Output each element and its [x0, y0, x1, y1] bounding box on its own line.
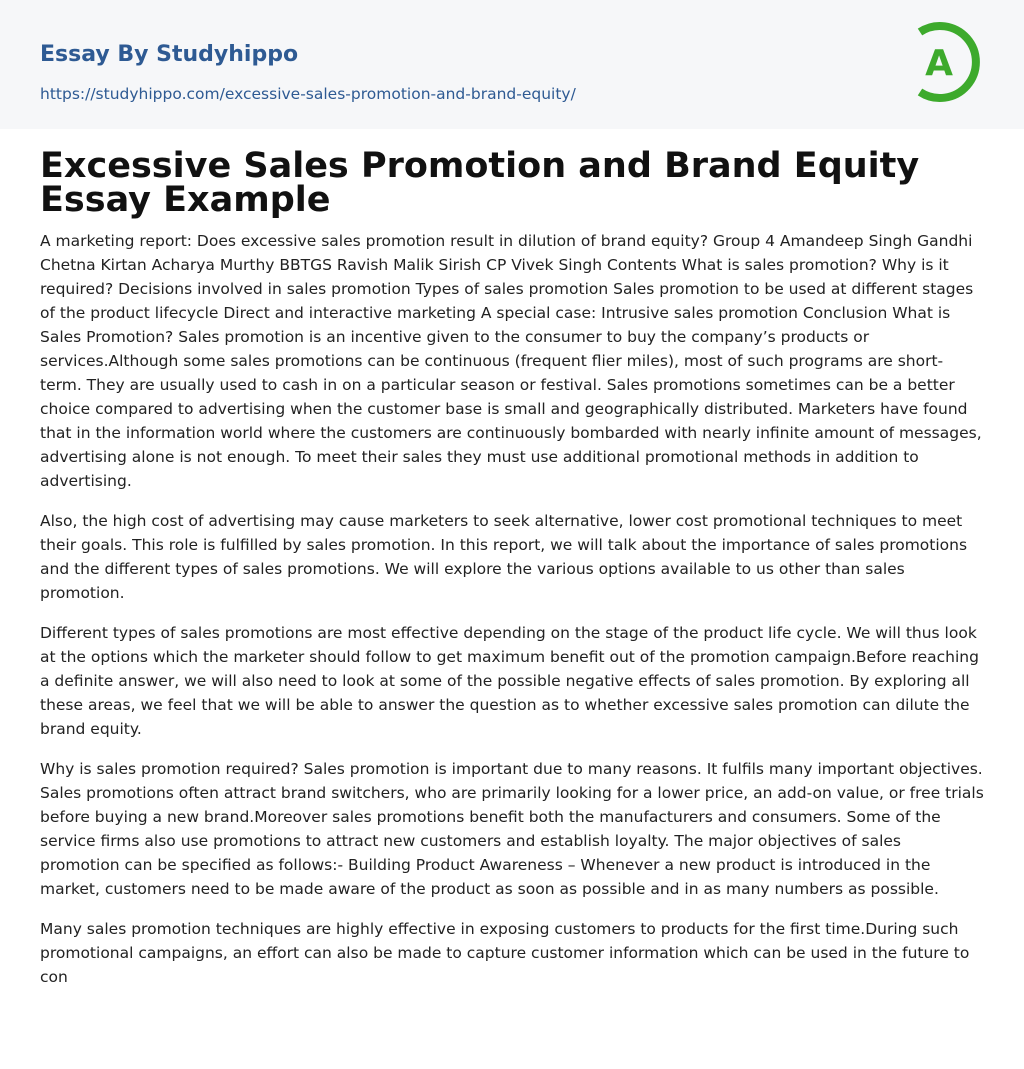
logo-letter: A — [925, 43, 953, 84]
article-paragraph: A marketing report: Does excessive sales promotion result in dilution of brand equity? Group 4 Amandeep Singh Gandhi Chetna Kirtan Acharya Murthy BBTGS Ravish Malik Sirish CP Vivek Singh Contents What is sales promotion? Why is it required? Decisions involved in sales promotion Types of sales promotion Sales promotion to be used at different stages of the product lifecycle Direct and interactive marketing A special case: Intrusive sales promotion Conclusion What is Sales Promotion? Sales promotion is an incentive given to the consumer to buy the company’s products or services.Although some sales promotions can be continuous (frequent flier miles), most of such programs are short-term. They are usually used to cash in on a particular season or festival. Sales promotions sometimes can be a better choice compared to advertising when the customer base is small and geographically distributed. Marketers have found that in the information world where the customers are continuously bombarded with nearly infinite amount of messages, advertising alone is not enough. To meet their sales they must use additional promotional methods in addition to advertising. — [40, 232, 982, 490]
page-title: Excessive Sales Promotion and Brand Equity Essay Example — [40, 146, 920, 220]
article-paragraph: Why is sales promotion required? Sales promotion is important due to many reasons. It fulfils many important objectives. Sales promotions often attract brand switchers, who are primarily looking for a lower price, an add-on value, or free trials before buying a new brand.Moreover sales promotions benefit both the manufacturers and consumers. Some of the service firms also use promotions to attract new customers and establish loyalty. The major objectives of sales promotion can be specified as follows:- Building Product Awareness – Whenever a new product is introduced in the market, customers need to be made aware of the product as soon as possible and in as many numbers as possible. — [40, 760, 984, 898]
site-header — [0, 0, 1024, 129]
article-paragraph: Many sales promotion techniques are highly effective in exposing customers to products for the first time.During such promotional campaigns, an effort can also be made to capture customer information which can be used in the future to con — [40, 920, 970, 986]
article-url-link[interactable]: https://studyhippo.com/excessive-sales-promotion-and-brand-equity/ — [40, 85, 576, 103]
article-paragraph: Also, the high cost of advertising may cause marketers to seek alternative, lower cost promotional techniques to meet their goals. This role is fulfilled by sales promotion. In this report, we will talk about the importance of sales promotions and the different types of sales promotions. We will explore the various options available to us other than sales promotion. — [40, 512, 968, 602]
studyhippo-logo-icon[interactable] — [911, 18, 987, 106]
article-content — [0, 129, 1024, 989]
article-paragraph: Different types of sales promotions are most effective depending on the stage of the product life cycle. We will thus look at the options which the marketer should follow to get maximum benefit out of the promotion campaign.Before reaching a definite answer, we will also need to look at some of the possible negative effects of sales promotion. By exploring all these areas, we feel that we will be able to answer the question as to whether excessive sales promotion can dilute the brand equity. — [40, 624, 979, 738]
site-title[interactable]: Essay By Studyhippo — [40, 42, 299, 67]
article-body — [40, 229, 984, 989]
